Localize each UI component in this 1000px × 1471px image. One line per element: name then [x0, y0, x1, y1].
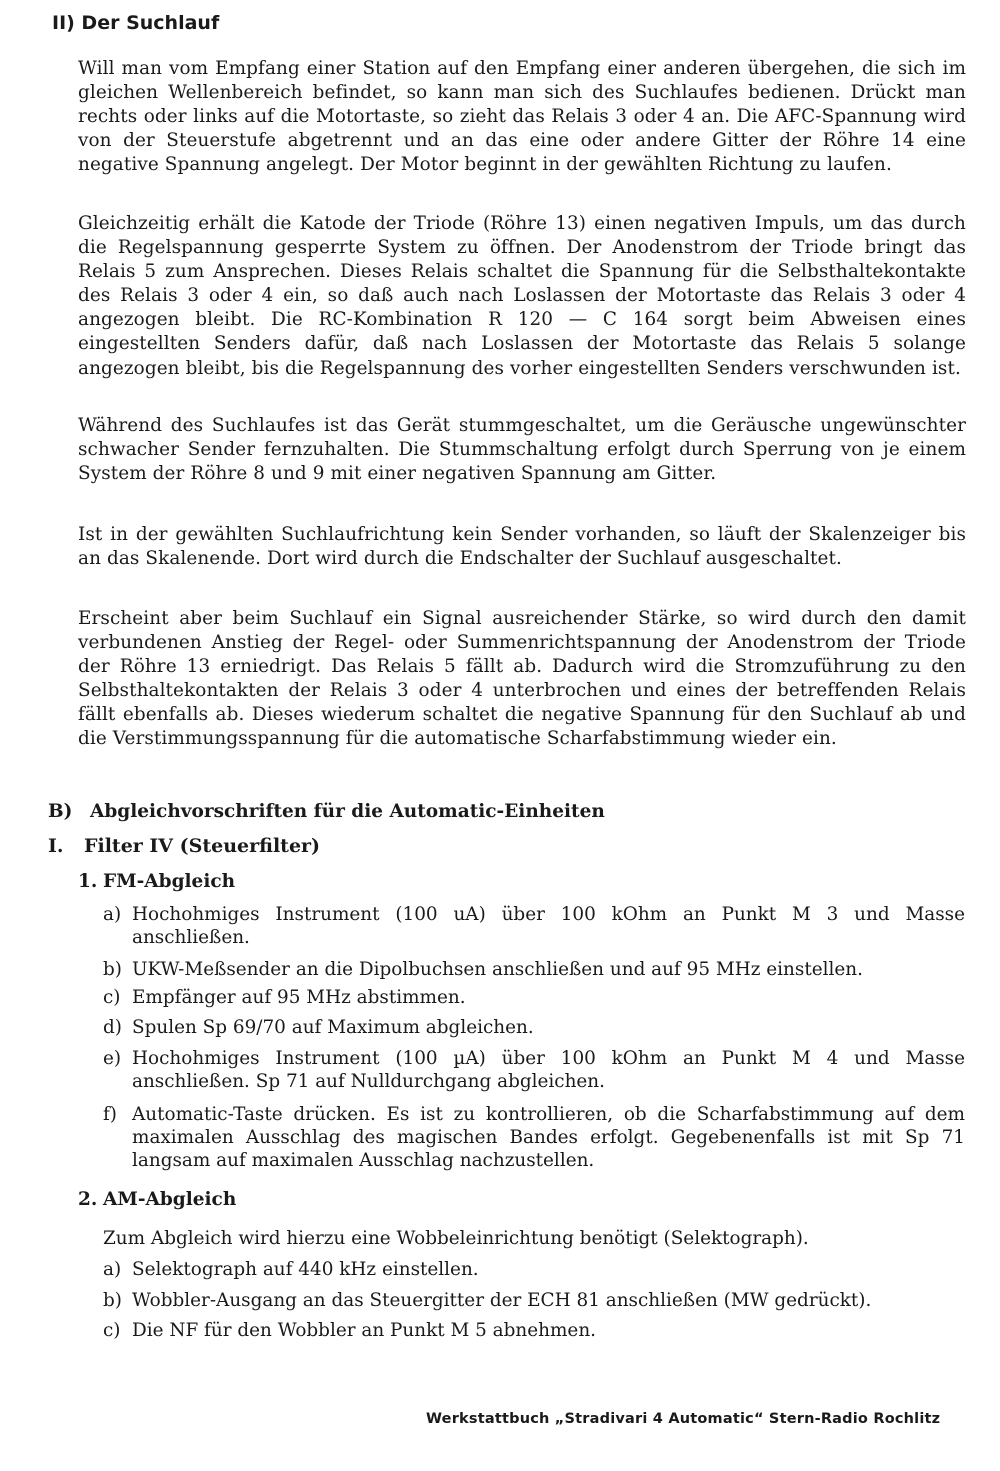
item-text: Empfänger auf 95 MHz abstimmen. [132, 987, 466, 1008]
item-label: c) [103, 1320, 121, 1341]
list-item [103, 1016, 965, 1039]
paragraph: Gleichzeitig erhält die Katode der Triode (Röhre 13) einen negativen Impuls, um das durch die Regelspannung gesperrte System zu öffnen. Der Anodenstrom der Triode bringt das Relais 5 zum Ansprechen. Dieses Relais schaltet die Spannung für die Selbsthaltekontakte des Relais 3 oder 4 ein, so daß auch nach Loslassen der Motortaste das Relais 3 oder 4 angezogen bleibt. Die RC-Kombination R 120 — C 164 sorgt beim Abweisen eines eingestellten Senders dafür, daß nach Loslassen der Motortaste das Relais 5 solange angezogen bleibt, bis die Regelspannung des vorher eingestellten Senders verschwunden ist. [78, 213, 966, 379]
subsection-title: Filter IV (Steuerfilter) [84, 835, 321, 857]
fm-title: FM-Abgleich [103, 871, 236, 892]
paragraph: Erscheint aber beim Suchlauf ein Signal ausreichender Stärke, so wird durch den damit verbundenen Anstieg der Regel- oder Summenrichtspannung der Anodenstrom der Triode der Röhre 13 erniedrigt. Das Relais 5 fällt ab. Dadurch wird die Stromzuführung zu den Selbsthaltekontakten der Relais 3 oder 4 unterbrochen und eines der betreffenden Relais fällt ebenfalls ab. Dieses wiederum schaltet die negative Spannung für den Suchlauf ab und die Verstimmungsspannung für die automatische Scharfabstimmung wieder ein. [78, 608, 966, 750]
item-label: a) [103, 1259, 122, 1280]
section-label: B) [48, 801, 73, 822]
item-text: UKW-Meßsender an die Dipolbuchsen anschließen und auf 95 MHz einstellen. [132, 959, 863, 980]
paragraph: Ist in der gewählten Suchlaufrichtung kein Sender vorhanden, so läuft der Skalenzeiger bis an das Skalenende. Dort wird durch die Endschalter der Suchlauf ausgeschaltet. [78, 524, 966, 570]
list-item [103, 1319, 965, 1342]
item-label: e) [103, 1048, 122, 1069]
am-title: AM-Abgleich [103, 1189, 237, 1210]
list-item [103, 1047, 965, 1093]
item-text: Die NF für den Wobbler an Punkt M 5 abnehmen. [132, 1320, 597, 1341]
item-text: Wobbler-Ausgang an das Steuergitter der ECH 81 anschließen (MW gedrückt). [132, 1290, 872, 1311]
list-item [103, 1258, 965, 1281]
list-item [103, 1289, 965, 1312]
item-text: Hochohmiges Instrument (100 uA) über 100 kOhm an Punkt M 3 und Masse anschließen. [132, 904, 965, 948]
item-label: f) [103, 1104, 117, 1125]
item-label: a) [103, 904, 122, 925]
section-title: Abgleichvorschriften für die Automatic-Einheiten [90, 801, 605, 822]
fm-heading [78, 871, 678, 892]
am-intro: Zum Abgleich wird hierzu eine Wobbeleinrichtung benötigt (Selektograph). [103, 1228, 809, 1249]
paragraph: Während des Suchlaufes ist das Gerät stummgeschaltet, um die Geräusche ungewünschter schwacher Sender fernzuhalten. Die Stummschaltung erfolgt durch Sperrung von je einem System der Röhre 8 und 9 mit einer negativen Spannung am Gitter. [78, 415, 966, 485]
am-label: 2. [78, 1189, 98, 1210]
list-item [103, 958, 965, 981]
subsection-label: I. [48, 835, 64, 857]
list-item [103, 1103, 965, 1172]
section-heading-abgleich [48, 801, 948, 822]
paragraph: Will man vom Empfang einer Station auf den Empfang einer anderen übergehen, die sich im gleichen Wellenbereich befindet, so kann man sich des Suchlaufes bedienen. Drückt man rechts oder links auf die Motortaste, so zieht das Relais 3 oder 4 an. Die AFC-Spannung wird von der Steuerstufe abgetrennt und an das eine oder andere Gitter der Röhre 14 eine negative Spannung angelegt. Der Motor beginnt in der gewählten Richtung zu laufen. [78, 58, 966, 176]
item-text: Hochohmiges Instrument (100 µA) über 100 kOhm an Punkt M 4 und Masse anschließen. Sp 71 auf Nulldurchgang abgleichen. [132, 1048, 965, 1092]
item-text: Automatic-Taste drücken. Es ist zu kontrollieren, ob die Scharfabstimmung auf dem maximalen Ausschlag des magischen Bandes erfolgt. Gegebenenfalls ist mit Sp 71 langsam auf maximalen Ausschlag nachzustellen. [132, 1104, 965, 1171]
list-item [103, 903, 965, 949]
subsection-heading-filter [48, 835, 948, 857]
item-label: b) [103, 959, 122, 980]
item-text: Spulen Sp 69/70 auf Maximum abgleichen. [132, 1017, 534, 1038]
am-heading [78, 1189, 678, 1210]
item-label: c) [103, 987, 121, 1008]
item-label: b) [103, 1290, 122, 1311]
fm-label: 1. [78, 871, 98, 892]
section-heading-suchlauf: II) Der Suchlauf [52, 12, 220, 34]
item-label: d) [103, 1017, 122, 1038]
list-item [103, 986, 965, 1009]
item-text: Selektograph auf 440 kHz einstellen. [132, 1259, 479, 1280]
page-footer: Werkstattbuch „Stradivari 4 Automatic“ Stern-Radio Rochlitz [426, 1411, 941, 1427]
